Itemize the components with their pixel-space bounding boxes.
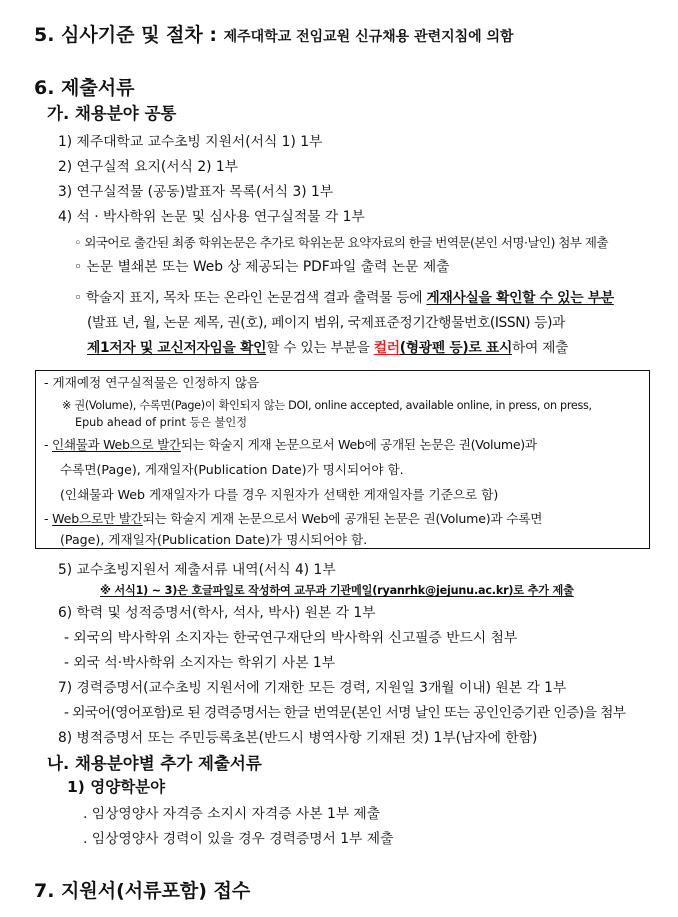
notice-line-7-text: 되는 학술지 게재 논문으로서 Web에 공개된 논문은 권(Volume)과 수록면 — [142, 511, 543, 526]
bullet-journal-line-3 — [87, 340, 568, 357]
bullet-journal-line-1 — [74, 290, 614, 307]
list-item-8: 8) 병적증명서 또는 주민등록초본(반드시 병역사항 기재된 것) 1부(남자에 한함) — [58, 730, 538, 746]
bullet-reprint: ◦ 논문 별쇄본 또는 Web 상 제공되는 PDF파일 출력 논문 제출 — [74, 259, 450, 275]
bullet-journal-text: ◦ 학술지 표지, 목차 또는 온라인 논문검색 결과 출력물 등에 — [74, 290, 427, 306]
bullet-journal-line-2: (발표 년, 월, 논문 제목, 권(호), 페이지 범위, 국제표준정기간행물번호(ISSN) 등)과 — [87, 315, 565, 331]
section-6-title: 6. 제출서류 — [34, 77, 135, 99]
list-item-2: 2) 연구실적 요지(서식 2) 1부 — [58, 159, 238, 175]
list-item-6: 6) 학력 및 성적증명서(학사, 석사, 박사) 원본 각 1부 — [58, 605, 376, 621]
subsection-ga-title: 가. 채용분야 공통 — [47, 104, 177, 123]
notice-line-2: ※ 권(Volume), 수록면(Page)이 확인되지 않는 DOI, online accepted, available online, in press, on press, — [62, 399, 592, 412]
highlighter-emphasis: (형광펜 등)로 표시 — [399, 340, 512, 356]
notice-line-4-text: 되는 학술지 게재 논문으로서 Web에 공개된 논문은 권(Volume)과 — [180, 437, 537, 452]
author-emphasis: 제1저자 및 교신저자임을 확인 — [87, 340, 267, 356]
bullet-journal-emphasis: 게재사실을 확인할 수 있는 부분 — [426, 290, 614, 306]
print-web-emphasis: 인쇄물과 Web으로 발간 — [51, 437, 181, 452]
dash: - — [44, 437, 52, 452]
list-item-4: 4) 석 · 박사학위 논문 및 심사용 연구실적물 각 1부 — [58, 209, 365, 225]
color-emphasis: 컬러 — [373, 340, 400, 356]
subsection-nutrition-title: 1) 영양학분야 — [67, 778, 166, 796]
nutrition-item-1: . 임상영양사 자격증 소지시 자격증 사본 1부 제출 — [83, 806, 381, 822]
journal-text-3: 하여 제출 — [511, 340, 569, 356]
notice-line-1: - 게재예정 연구실적물은 인정하지 않음 — [44, 375, 260, 390]
notice-line-5: 수록면(Page), 게재일자(Publication Date)가 명시되어야 함. — [60, 462, 404, 477]
list-item-5: 5) 교수초빙지원서 제출서류 내역(서식 4) 1부 — [58, 562, 336, 578]
notice-line-4 — [44, 437, 537, 452]
section-5-heading: 5. 심사기준 및 절차 : — [34, 24, 217, 46]
list-item-6a: - 외국의 박사학위 소지자는 한국연구재단의 박사학위 신고필증 반드시 첨부 — [64, 630, 518, 646]
section-7-title: 7. 지원서(서류포함) 접수 — [34, 880, 251, 902]
list-item-6b: - 외국 석·박사학위 소지자는 학위기 사본 1부 — [64, 655, 336, 671]
list-item-3: 3) 연구실적물 (공동)발표자 목록(서식 3) 1부 — [58, 184, 334, 200]
section-5-description: 제주대학교 전임교원 신규채용 관련지침에 의함 — [223, 29, 514, 45]
nutrition-item-2: . 임상영양사 경력이 있을 경우 경력증명서 1부 제출 — [83, 831, 394, 847]
notice-line-8: (Page), 게재일자(Publication Date)가 명시되어야 함. — [60, 532, 368, 547]
list-item-5-note: ※ 서식1) ~ 3)은 호글파일로 작성하여 교무과 기관메일(ryanrhk@jejunu.ac.kr)로 추가 제출 — [100, 584, 574, 597]
dash: - — [44, 511, 53, 526]
list-item-7a: - 외국어(영어포함)로 된 경력증명서는 한글 번역문(본인 서명 날인 또는 공인인증기관 인증)을 첨부 — [64, 705, 626, 721]
list-item-1: 1) 제주대학교 교수초빙 지원서(서식 1) 1부 — [58, 134, 323, 150]
subsection-na-title: 나. 채용분야별 추가 제출서류 — [47, 754, 262, 773]
notice-line-3: Epub ahead of print 등은 불인정 — [75, 416, 248, 429]
notice-line-7 — [44, 511, 542, 526]
web-only-emphasis: Web으로만 발간 — [52, 511, 143, 526]
notice-line-6: (인쇄물과 Web 게재일자가 다를 경우 지원자가 선택한 게재일자를 기준으로 함) — [60, 487, 499, 502]
bullet-translation: ◦ 외국어로 출간된 최종 학위논문은 추가로 학위논문 요약자료의 한글 번역문(본인 서명·날인) 첨부 제출 — [74, 235, 608, 250]
list-item-7: 7) 경력증명서(교수초빙 지원서에 기재한 모든 경력, 지원일 3개월 이내) 원본 각 1부 — [58, 680, 567, 696]
journal-text-2: 할 수 있는 부분을 — [266, 340, 374, 356]
section-5-title — [34, 24, 514, 47]
